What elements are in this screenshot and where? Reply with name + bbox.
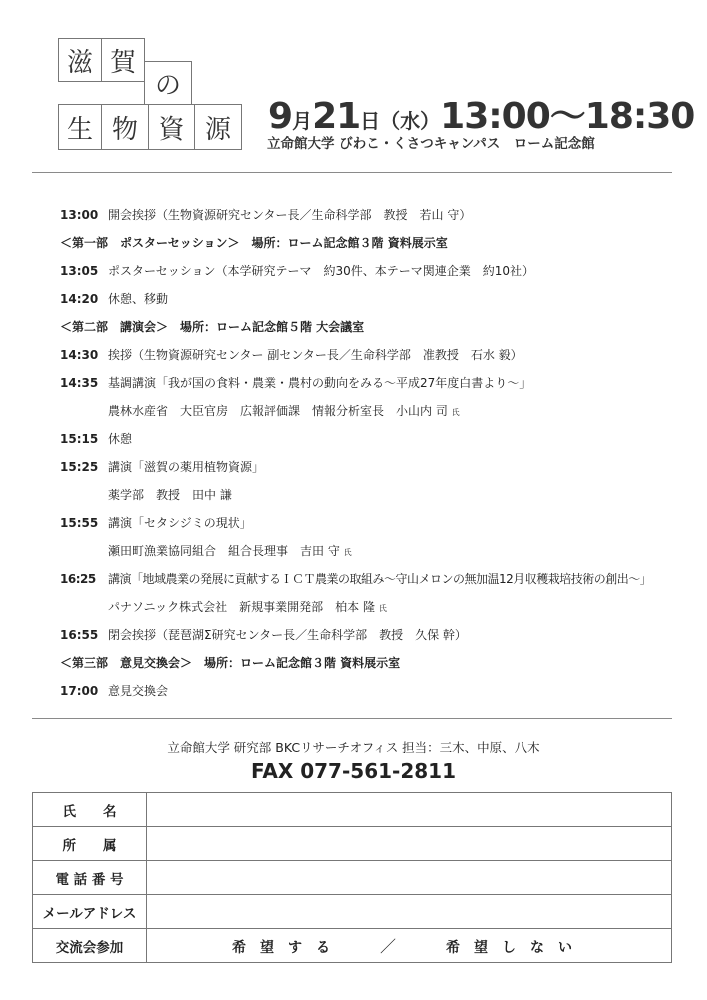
fax-number: FAX 077-561-2811: [251, 759, 456, 783]
schedule-time: 15:15: [60, 432, 99, 446]
schedule-speaker-row: [60, 542, 352, 559]
schedule-speaker: 瀬田町漁業協同組合 組合長理事 吉田 守: [108, 544, 340, 558]
schedule-text: 挨拶（生物資源研究センター 副センター長／生命科学部 准教授 石水 毅）: [108, 348, 523, 362]
form-row-affiliation: [33, 827, 672, 861]
title-char-box: [58, 104, 102, 150]
schedule-text: 休憩: [108, 432, 133, 446]
title-char-box: [101, 104, 149, 150]
name-field[interactable]: [147, 793, 672, 827]
title-char-box: [148, 104, 195, 150]
schedule-text: ＜第一部 ポスターセッション＞ 場所：ローム記念館３階 資料展示室: [60, 236, 448, 250]
schedule-section-header: [60, 654, 400, 671]
schedule-time: 16:25: [60, 572, 96, 586]
schedule-row: [60, 346, 523, 363]
name-label: 氏 名: [33, 793, 147, 827]
option-attend[interactable]: 希望する: [231, 940, 344, 956]
email-field[interactable]: [147, 895, 672, 929]
contact-office: 立命館大学 研究部 BKCリサーチオフィス 担当：三木、中原、八木: [167, 740, 540, 755]
schedule-row: [60, 206, 471, 223]
title-char: 賀: [109, 47, 136, 78]
phone-label: 電 話 番 号: [33, 861, 147, 895]
schedule-text: 講演「地域農業の発展に貢献するＩＣＴ農業の取組み〜守山メロンの無加温12月収穫栽培技術の創出〜」: [108, 572, 652, 586]
registration-form: [32, 792, 672, 963]
schedule-speaker-row: [60, 598, 387, 615]
event-day-unit: 日: [360, 109, 381, 133]
schedule-text: 意見交換会: [108, 684, 169, 698]
option-separator: ／: [379, 937, 396, 956]
schedule-section-header: [60, 318, 364, 335]
schedule-text: 講演「滋賀の薬用植物資源」: [108, 460, 265, 474]
schedule-time: 13:05: [60, 264, 99, 278]
form-row-email: [33, 895, 672, 929]
schedule-speaker: 薬学部 教授 田中 謙: [108, 488, 232, 502]
event-day: 21: [312, 96, 361, 137]
schedule-time: 17:00: [60, 684, 99, 698]
schedule-speaker-row: [60, 486, 232, 503]
title-char-box: [194, 104, 242, 150]
form-row-name: [33, 793, 672, 827]
title-char: 物: [111, 114, 138, 145]
honorific-suffix: 氏: [343, 548, 352, 557]
event-weekday: （水）: [380, 109, 441, 133]
schedule-text: 閉会挨拶（琵琶湖Σ研究センター長／生命科学部 教授 久保 幹）: [108, 628, 467, 642]
event-month-unit: 月: [292, 109, 313, 133]
email-label: メールアドレス: [33, 895, 147, 929]
event-time: 13:00〜18:30: [440, 96, 695, 137]
schedule-text: 休憩、移動: [108, 292, 169, 306]
phone-field[interactable]: [147, 861, 672, 895]
affiliation-field[interactable]: [147, 827, 672, 861]
title-char-box: [58, 38, 102, 82]
schedule-row: [60, 290, 168, 307]
schedule-text: ポスターセッション（本学研究テーマ 約30件、本テーマ関連企業 約10社）: [108, 264, 535, 278]
option-not-attend[interactable]: 希望しない: [446, 940, 586, 956]
honorific-suffix: 氏: [451, 408, 460, 417]
event-venue: 立命館大学 びわこ・くさつキャンパス ローム記念館: [267, 136, 595, 152]
event-month: 9: [268, 96, 293, 137]
divider: [32, 172, 672, 173]
schedule-row: [60, 570, 651, 587]
schedule-text: 基調講演「我が国の食料・農業・農村の動向をみる〜平成27年度白書より〜」: [108, 376, 532, 390]
form-row-exchange: [33, 929, 672, 963]
schedule-text: 開会挨拶（生物資源研究センター長／生命科学部 教授 若山 守）: [108, 208, 472, 222]
schedule-time: 14:30: [60, 348, 99, 362]
schedule-text: ＜第二部 講演会＞ 場所：ローム記念館５階 大会議室: [60, 320, 365, 334]
exchange-options: [147, 929, 672, 963]
schedule-time: 15:55: [60, 516, 99, 530]
form-row-phone: [33, 861, 672, 895]
schedule-text: 講演「セタシジミの現状」: [108, 516, 252, 530]
title-char: 生: [66, 114, 93, 145]
schedule-text: ＜第三部 意見交換会＞ 場所：ローム記念館３階 資料展示室: [60, 656, 401, 670]
schedule-row: [60, 262, 534, 279]
title-char-box: [144, 61, 192, 105]
schedule-speaker-row: [60, 402, 460, 419]
schedule-time: 14:20: [60, 292, 99, 306]
title-char: の: [154, 70, 181, 101]
schedule-row: [60, 626, 467, 643]
schedule-section-header: [60, 234, 448, 251]
title-char-box: [101, 38, 145, 82]
schedule-time: 14:35: [60, 376, 99, 390]
schedule-time: 16:55: [60, 628, 99, 642]
title-char: 源: [204, 114, 231, 145]
schedule-row: [60, 682, 168, 699]
affiliation-label: 所 属: [33, 827, 147, 861]
divider: [32, 718, 672, 719]
exchange-label: 交流会参加: [33, 929, 147, 963]
schedule-row: [60, 430, 132, 447]
schedule-speaker: 農林水産省 大臣官房 広報評価課 情報分析室長 小山内 司: [108, 404, 448, 418]
title-char: 資: [158, 114, 185, 145]
schedule-speaker: パナソニック株式会社 新規事業開発部 柏本 隆: [108, 600, 375, 614]
title-char: 滋: [66, 47, 93, 78]
schedule-row: [60, 458, 264, 475]
schedule-row: [60, 374, 531, 391]
honorific-suffix: 氏: [378, 604, 387, 613]
schedule-time: 13:00: [60, 208, 99, 222]
schedule-row: [60, 514, 252, 531]
schedule-time: 15:25: [60, 460, 99, 474]
